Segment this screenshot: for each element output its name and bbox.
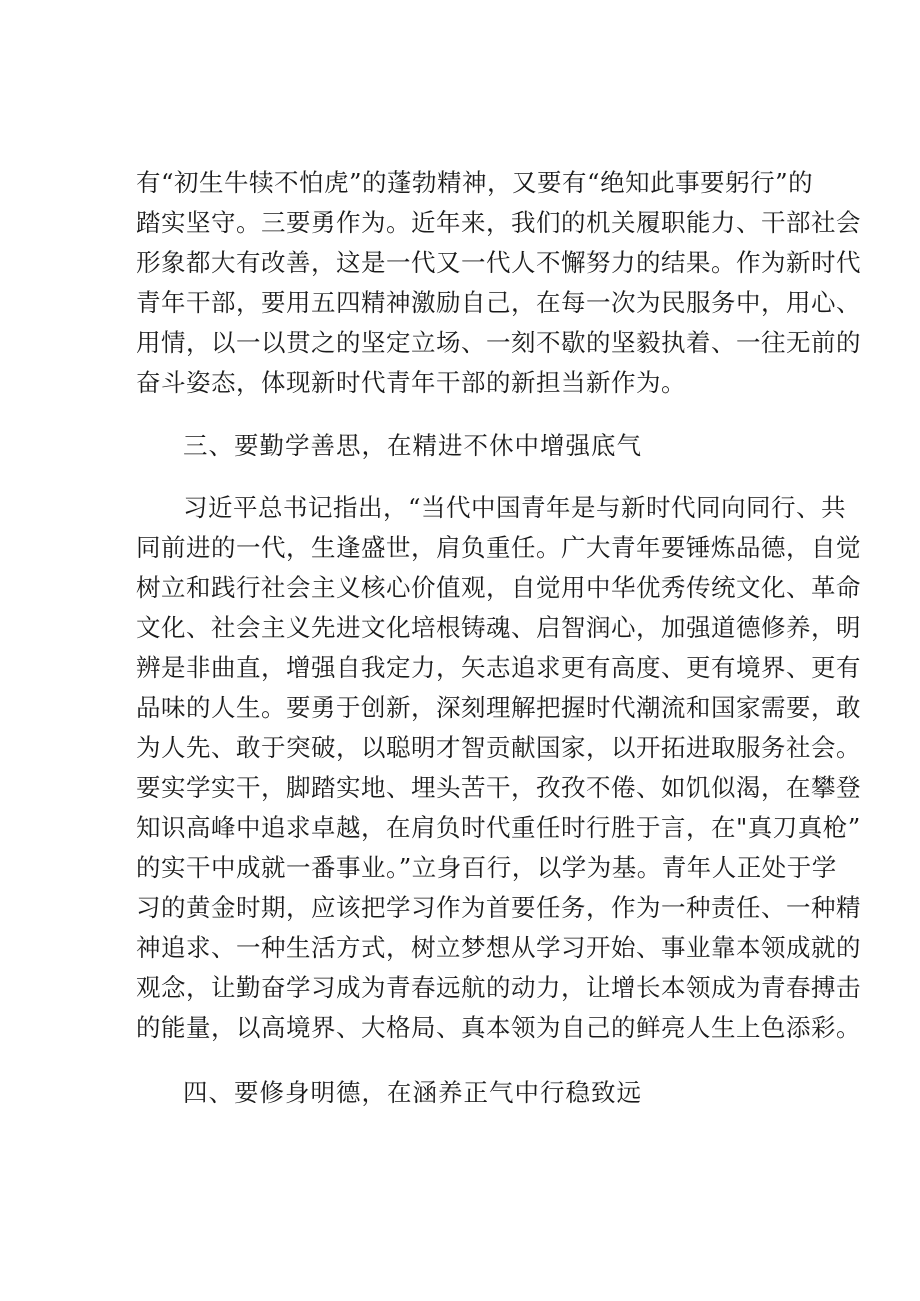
paragraph-line: 要实学实干，脚踏实地、埋头苦干，孜孜不倦、如饥似渴，在攀登 [136,773,861,802]
paragraph-line: 踏实坚守。三要勇作为。近年来，我们的机关履职能力、干部社会 [136,208,861,237]
paragraph-line: 观念，让勤奋学习成为青春远航的动力，让增长本领成为青春搏击 [136,973,861,1002]
paragraph-line: 的能量，以高境界、大格局、真本领为自己的鲜亮人生上色添彩。 [136,1013,861,1042]
paragraph-line: 的实干中成就一番事业。”立身百行，以学为基。青年人正处于学 [136,853,837,882]
paragraph-line: 知识高峰中追求卓越，在肩负时代重任时行胜于言，在"真刀真枪” [136,813,861,842]
paragraph-line: 形象都大有改善，这是一代又一代人不懈努力的结果。作为新时代 [136,248,861,277]
paragraph-line: 习近平总书记指出，“当代中国青年是与新时代同向同行、共 [183,493,847,522]
paragraph-line: 奋斗姿态，体现新时代青年干部的新担当新作为。 [136,368,686,397]
section-heading: 三、要勤学善思，在精进不休中增强底气 [183,431,642,460]
paragraph-line: 文化、社会主义先进文化培根铸魂、启智润心，加强道德修养，明 [136,613,861,642]
paragraph-line: 习的黄金时期，应该把学习作为首要任务，作为一种责任、一种精 [136,893,861,922]
paragraph-line: 有“初生牛犊不怕虎”的蓬勃精神，又要有“绝知此事要躬行”的 [136,168,814,197]
paragraph-line: 用情，以一以贯之的坚定立场、一刻不歇的坚毅执着、一往无前的 [136,328,861,357]
paragraph-line: 青年干部，要用五四精神激励自己，在每一次为民服务中，用心、 [136,288,861,317]
paragraph-line: 品味的人生。要勇于创新，深刻理解把握时代潮流和国家需要，敢 [136,693,861,722]
paragraph-line: 辨是非曲直，增强自我定力，矢志追求更有高度、更有境界、更有 [136,653,861,682]
paragraph-line: 树立和践行社会主义核心价值观，自觉用中华优秀传统文化、革命 [136,573,861,602]
section-heading: 四、要修身明德，在涵养正气中行稳致远 [183,1078,642,1107]
paragraph-line: 为人先、敢于突破，以聪明才智贡献国家，以开拓进取服务社会。 [136,733,861,762]
paragraph-line: 同前进的一代，生逢盛世，肩负重任。广大青年要锤炼品德，自觉 [136,533,861,562]
paragraph-line: 神追求、一种生活方式，树立梦想从学习开始、事业靠本领成就的 [136,933,861,962]
